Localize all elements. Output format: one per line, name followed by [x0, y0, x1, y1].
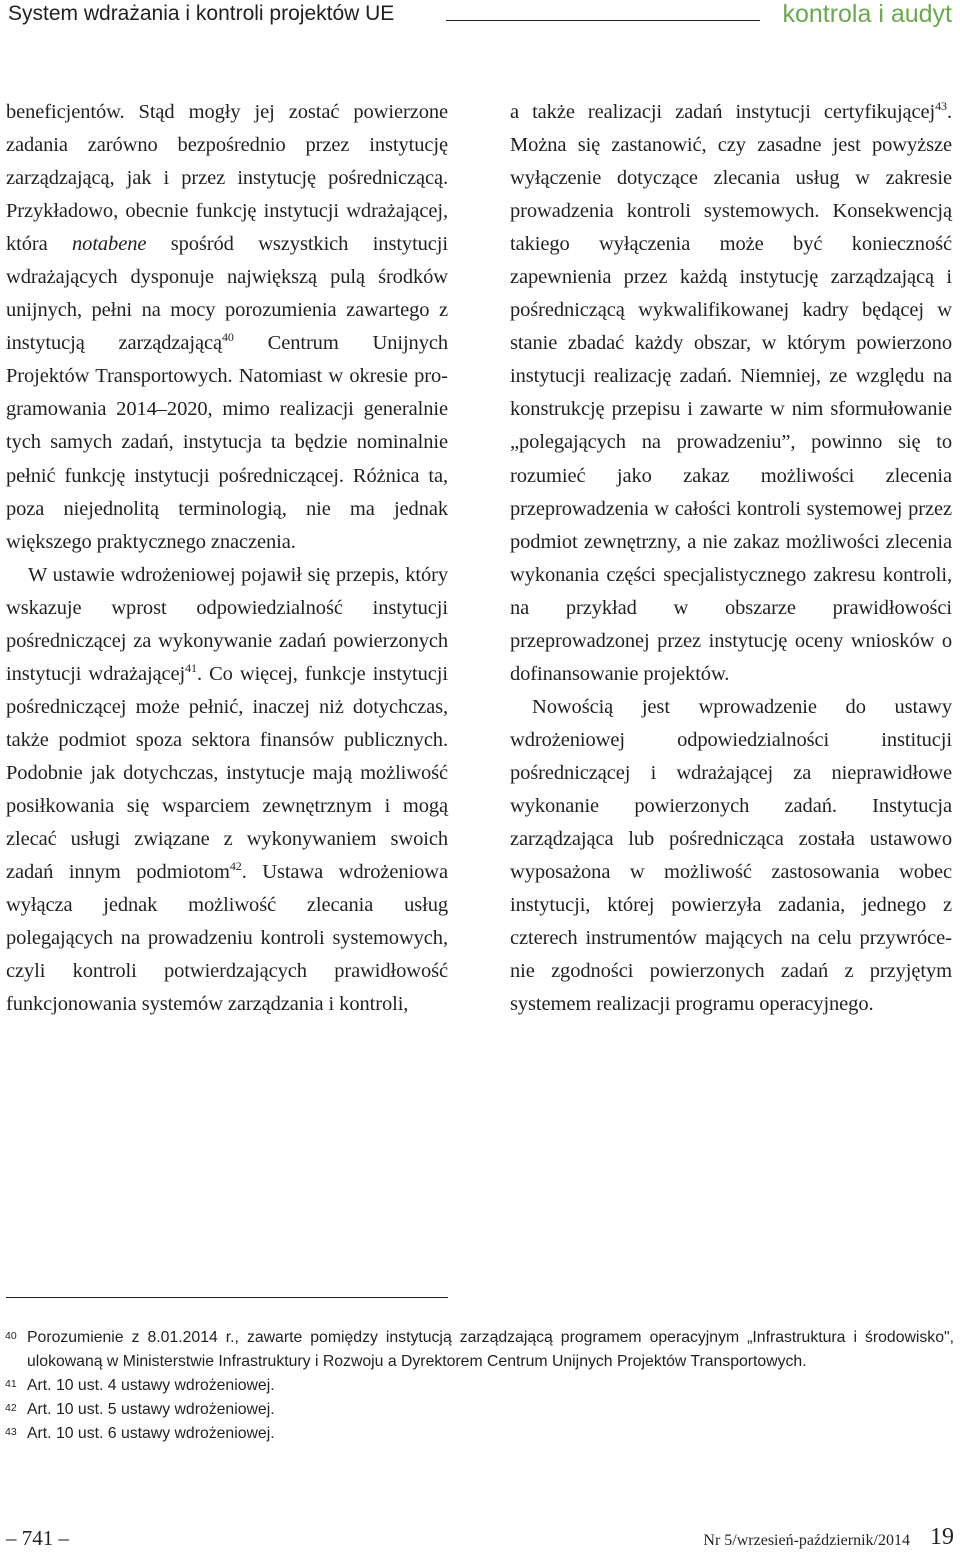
running-title: System wdrażania i kontroli projektów UE	[8, 2, 395, 25]
footnote	[0, 1398, 960, 1422]
footnote-ref-40[interactable]: 40	[222, 330, 234, 345]
text: . Co więcej, funkcje instytucji pośredniczącej może pełnić, inaczej niż dotychczas, także podmiot spoza sektora finansów publicznych. Podobnie jak dotychczas, instytucje mają możliwość posiłkowania się wsparciem zewnętrznym i mogą zlecać usługi związane z wykonywaniem swoich zadań innym podmiotom	[6, 662, 448, 884]
footnote-number: 43	[5, 1426, 17, 1438]
footnote-number: 40	[5, 1330, 17, 1342]
right-column	[510, 96, 952, 1021]
footnote-ref-42[interactable]: 42	[229, 859, 242, 874]
footnotes	[0, 1326, 960, 1446]
left-column	[6, 96, 448, 1021]
page-number: 19	[930, 1524, 954, 1550]
page-marker: – 741 –	[6, 1526, 69, 1550]
footnote-text: Art. 10 ust. 5 ustawy wdrożeniowej.	[27, 1401, 275, 1418]
footnote-number: 42	[5, 1402, 17, 1414]
page-footer	[0, 1522, 960, 1556]
footnote-ref-41[interactable]: 41	[185, 660, 197, 675]
footnote-ref-43[interactable]: 43	[935, 99, 947, 114]
text: beneficjentów. Stąd mogły jej zostać powierzone zadania zarówno bezpośrednio przez instytucję zarządzającą, jak i przez instytucję pośredniczącą. Przykładowo, obecnie funkcję instytucji wdrażającej, która	[6, 101, 448, 256]
header-rule	[446, 20, 760, 21]
paragraph	[510, 96, 952, 691]
footnote	[0, 1422, 960, 1446]
paragraph	[6, 559, 448, 1022]
footnote-text: Porozumienie z 8.01.2014 r., zawarte pomiędzy instytucją zarządzającą programem operacyjnym „Infrastruktura i środowisko", ulokowaną w Ministerstwie Infrastruktury i Rozwoju a Dyrektorem Centrum Unijnych Projektów Transportowych.	[27, 1329, 954, 1370]
text: W ustawie wdrożeniowej pojawił się przepis, który wskazuje wprost odpowiedzialność instytucji pośredniczącej za wykonywanie zadań powierzonych instytucji wdrażającej	[6, 563, 448, 685]
section-title: kontrola i audyt	[782, 0, 952, 28]
text: . Można się zastanowić, czy zasadne jest powyższe wyłączenie dotyczące zlecania usług w zakresie prowadzenia kontroli systemowych. Konsekwencją takiego wyłączenia może być konieczność zapewnienia przez każdą instytucję zarządzającą i pośredniczącą wykwalifikowanej kadry będącej w stanie zbadać każdy obszar, w którym powierzono instytucji realizację zadań. Niemniej, ze względu na konstrukcję przepisu i zawarte w nim sformułowanie „polegających na prowadzeniu”, powinno się to rozumieć jako zakaz możliwości zlecenia przeprowadzenia w całości kontroli systemowej przez podmiot zewnętrzny, a nie zakaz możliwości zlecenia wykonania części specjalistycznego zakresu kontroli, na przykład w obszarze prawidłowości przeprowadzonej przez instytucję oceny wniosków o dofinansowanie projektów.	[510, 101, 952, 685]
text: Centrum Unijnych Projektów Transportowych. Natomiast w okresie programowania 2014–2020, mimo realizacji generalnie tych samych zadań, instytucja ta będzie nominalnie pełnić funkcję instytucji pośredniczącej. Różnica ta, poza niejednolitą terminologią, nie ma jednak większego praktycznego znaczenia.	[6, 332, 448, 553]
paragraph: Nowością jest wprowadzenie do ustawy wdrożeniowej odpowiedzialności institucji pośredniczącej i wdrażającej za nieprawidłowe wykonanie powierzonych zadań. Instytucja zarządzająca lub pośrednicząca została ustawowo wyposażona w możliwość zastosowania wobec instytucji, której powierzyła zadania, jednego z czterech instrumentów mających na celu przywrócenie zgodności powierzonych zadań z przyjętym systemem realizacji programu operacyjnego.	[510, 695, 952, 1016]
footnote-rule	[6, 1297, 448, 1298]
text: a także realizacji zadań instytucji certyfikującej	[510, 101, 936, 123]
footnote-text: Art. 10 ust. 6 ustawy wdrożeniowej.	[27, 1425, 275, 1442]
footnote	[0, 1326, 960, 1374]
footnote-number: 41	[5, 1378, 17, 1390]
paragraph	[6, 96, 448, 559]
footnote	[0, 1374, 960, 1398]
italic-term: notabene	[72, 233, 147, 256]
text: spośród wszystkich instytucji wdrażających dysponuje największą pulą środków unijnych, pełni na mocy porozumienia zawartego z instytucją zarządzającą	[6, 233, 448, 355]
text: . Ustawa wdrożeniowa wyłącza jednak możliwość zlecania usług polegających na prowadzeniu kontroli systemowych, czyli kontroli potwierdzających prawidłowość funkcjonowania systemów zarządzania i kontroli,	[6, 861, 448, 1016]
issue-label: Nr 5/wrzesień-październik/2014	[703, 1532, 910, 1549]
footnote-text: Art. 10 ust. 4 ustawy wdrożeniowej.	[27, 1377, 275, 1394]
page-header	[8, 0, 952, 34]
